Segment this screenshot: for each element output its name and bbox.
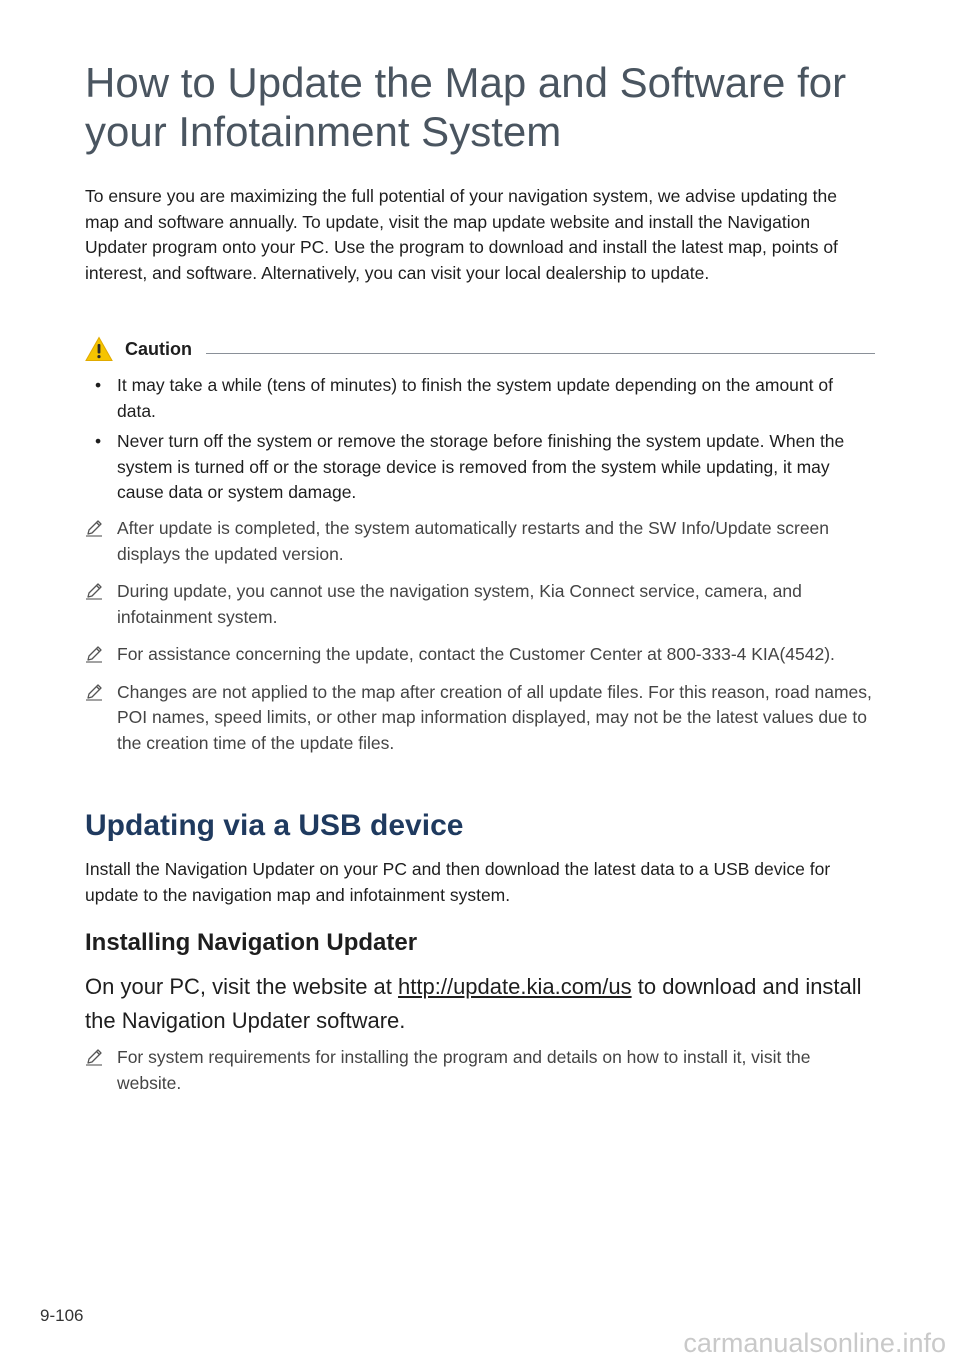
warning-triangle-icon <box>85 336 113 362</box>
bullet-icon: • <box>95 431 102 451</box>
caution-box <box>85 336 875 511</box>
watermark: carmanualsonline.info <box>683 1328 946 1358</box>
caution-divider <box>206 353 875 354</box>
install-text-after: to download and install the Navigation Updater software. <box>85 974 862 1033</box>
caution-item <box>85 373 875 424</box>
bullet-icon: • <box>95 375 102 395</box>
note-text: Changes are not applied to the map after creation of all update files. For this reason, road names, POI names, speed limits, or other map information displayed, may not be the latest values due to the creation time of the update files. <box>117 681 872 753</box>
pencil-note-icon <box>85 582 103 600</box>
note-item <box>85 680 875 757</box>
note-text: For system requirements for installing the program and details on how to install it, visit the website. <box>117 1047 811 1093</box>
note-item <box>85 642 875 668</box>
caution-label: Caution <box>125 338 192 359</box>
caution-list <box>85 373 875 506</box>
caution-header <box>85 336 875 362</box>
subsection-title: Installing Navigation Updater <box>85 929 418 956</box>
update-website-link[interactable]: http://update.kia.com/us <box>398 974 632 999</box>
section-paragraph: Install the Navigation Updater on your PC and then download the latest data to a USB device for update to the navigation map and infotainment system. <box>85 859 831 905</box>
intro-paragraph: To ensure you are maximizing the full potential of your navigation system, we advise updating the map and software annually. To update, visit the map update website and install the Navigation Updater program onto your PC. Use the program to download and install the latest map, points of interest, and software. Alternatively, you can visit your local dealership to update. <box>85 186 838 283</box>
note-item <box>85 516 875 567</box>
install-note <box>85 1045 875 1108</box>
notes-list <box>85 516 875 768</box>
note-text: During update, you cannot use the navigation system, Kia Connect service, camera, and infotainment system. <box>117 581 802 627</box>
section-title: Updating via a USB device <box>85 809 464 842</box>
pencil-note-icon <box>85 683 103 701</box>
note-text: For assistance concerning the update, contact the Customer Center at 800-333-4 KIA(4542). <box>117 644 835 664</box>
caution-item <box>85 429 875 506</box>
pencil-note-icon <box>85 1048 103 1066</box>
caution-item-text: Never turn off the system or remove the storage before finishing the system update. When the system is turned off or the storage device is removed from the system while updating, it may cause data or system damage. <box>117 431 845 502</box>
pencil-note-icon <box>85 519 103 537</box>
caution-item-text: It may take a while (tens of minutes) to finish the system update depending on the amount of data. <box>117 375 833 421</box>
page-number: 9-106 <box>40 1306 84 1325</box>
note-text: After update is completed, the system automatically restarts and the SW Info/Update screen displays the updated version. <box>117 518 830 564</box>
page-title: How to Update the Map and Software for your Infotainment System <box>85 59 847 155</box>
pencil-note-icon <box>85 645 103 663</box>
install-paragraph <box>85 970 885 1038</box>
install-text-before: On your PC, visit the website at <box>85 974 392 999</box>
note-item <box>85 1045 875 1096</box>
note-item <box>85 579 875 630</box>
